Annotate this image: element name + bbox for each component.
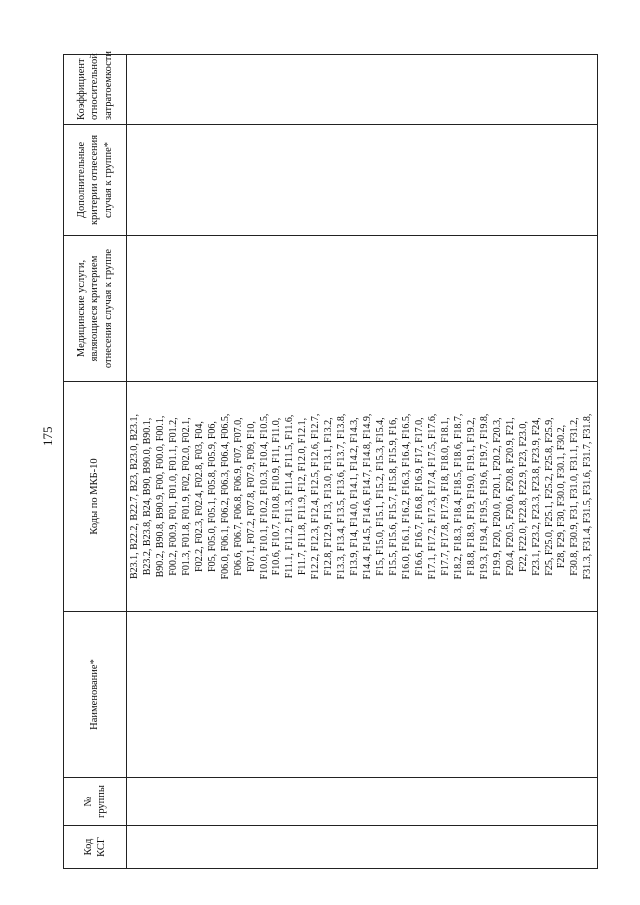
mkb-code-line: F11.7, F11.8, F11.9, F12, F12.0, F12.1,	[297, 417, 309, 576]
table-row	[127, 55, 598, 869]
mkb-code-line: F19.9, F20, F20.0, F20.1, F20.2, F20.3,	[491, 417, 503, 576]
mkb-code-line: F19.3, F19.4, F19.5, F19.6, F19.7, F19.8,	[478, 413, 490, 580]
header-services: Медицинские услуги, являющиеся критерием отнесения случая к группе	[64, 236, 127, 382]
mkb-code-line: F13.9, F14, F14.0, F14.1, F14.2, F14.3,	[349, 417, 361, 576]
header-name: Наименование*	[64, 612, 127, 778]
mkb-code-line: F13.3, F13.4, F13.5, F13.6, F13.7, F13.8,	[336, 413, 348, 580]
mkb-code-line: F10.0, F10.1, F10.2, F10.3, F10.4, F10.5,	[258, 413, 270, 580]
page-number: 175	[40, 426, 55, 446]
mkb-code-line: F06.0, F06.1, F06.2, F06.3, F06.4, F06.5,	[219, 413, 231, 580]
ksg-table	[63, 51, 598, 869]
cell-name	[127, 612, 598, 778]
mkb-code-line: F01.3, F01.8, F01.9, F02, F02.0, F02.1,	[180, 417, 192, 576]
cell-extra-criteria	[127, 125, 598, 236]
mkb-code-line: F07.1, F07.2, F07.8, F07.9, F09, F10,	[245, 421, 257, 572]
mkb-code-line: F17.1, F17.2, F17.3, F17.4, F17.5, F17.6,	[426, 413, 438, 580]
mkb-code-line: F17.7, F17.8, F17.9, F18, F18.0, F18.1,	[439, 417, 451, 576]
mkb-code-line: F02.2, F02.3, F02.4, F02.8, F03, F04,	[193, 421, 205, 572]
table-rotation-wrapper	[63, 51, 594, 869]
mkb-code-line: F31.3, F31.4, F31.5, F31.6, F31.7, F31.8,	[582, 413, 594, 580]
mkb-code-line: F23.1, F23.2, F23.3, F23.8, F23.9, F24,	[530, 417, 542, 576]
mkb-code-list	[129, 386, 595, 607]
mkb-code-line: F15.5, F15.6, F15.7, F15.8, F15.9, F16,	[388, 417, 400, 576]
mkb-code-line: F20.4, F20.5, F20.6, F20.8, F20.9, F21,	[504, 417, 516, 576]
mkb-code-line: F14.4, F14.5, F14.6, F14.7, F14.8, F14.9,	[362, 413, 374, 580]
mkb-code-line: F10.6, F10.7, F10.8, F10.9, F11, F11.0,	[271, 417, 283, 576]
mkb-code-line: F15, F15.0, F15.1, F15.2, F15.3, F15.4,	[375, 417, 387, 576]
mkb-code-line: F30.8, F30.9, F31, F31.0, F31.1, F31.2,	[569, 417, 581, 576]
mkb-code-line: F12.8, F12.9, F13, F13.0, F13.1, F13.2,	[323, 417, 335, 576]
mkb-code-line: F25, F25.0, F25.1, F25.2, F25.8, F25.9,	[543, 417, 555, 576]
cell-services	[127, 236, 598, 382]
mkb-code-line: B23.1, B22.2, B22.7, B23, B23.0, B23.1,	[129, 413, 140, 580]
mkb-code-line: F05, F05.0, F05.1, F05.8, F05.9, F06,	[206, 421, 218, 572]
mkb-code-line: F18.2, F18.3, F18.4, F18.5, F18.6, F18.7,	[452, 413, 464, 580]
header-ksg-code: Код КСГ	[64, 826, 127, 869]
mkb-code-line: F12.2, F12.3, F12.4, F12.5, F12.6, F12.7,	[310, 413, 322, 580]
mkb-code-line: F16.0, F16.1, F16.2, F16.3, F16.4, F16.5,	[401, 413, 413, 580]
mkb-code-line: B23.2, B23.8, B24, B90, B90.0, B90.1,	[141, 417, 153, 576]
header-coefficient: Коэффициент относительной затратоемкости	[64, 55, 127, 125]
cell-ksg-code	[127, 826, 598, 869]
header-mkb-codes: Коды по МКБ-10	[64, 382, 127, 612]
mkb-code-line: F06.6, F06.7, F06.8, F06.9, F07, F07.0,	[232, 417, 244, 576]
cell-group-number	[127, 778, 598, 826]
mkb-code-line: F28, F29, F30, F30.0, F30.1, F30.2,	[556, 424, 568, 569]
table-header-row	[64, 55, 127, 869]
mkb-code-line: F00.2, F00.9, F01, F01.0, F01.1, F01.2,	[167, 417, 179, 576]
cell-mkb-codes	[127, 382, 598, 612]
cell-coefficient	[127, 55, 598, 125]
mkb-code-line: F22, F22.0, F22.8, F22.9, F23, F23.0,	[517, 421, 529, 572]
rotated-table-frame	[63, 51, 594, 869]
mkb-code-line: B90.2, B90.8, B90.9, F00, F00.0, F00.1,	[154, 415, 166, 578]
mkb-code-line: F16.6, F16.7, F16.8, F16.9, F17, F17.0,	[413, 417, 425, 576]
header-extra-criteria: Дополнительные критерии отнесения случая к группе*	[64, 125, 127, 236]
mkb-code-line: F18.8, F18.9, F19, F19.0, F19.1, F19.2,	[465, 417, 477, 576]
mkb-code-line: F11.1, F11.2, F11.3, F11.4, F11.5, F11.6,	[284, 414, 296, 579]
header-group-number: № группы	[64, 778, 127, 826]
